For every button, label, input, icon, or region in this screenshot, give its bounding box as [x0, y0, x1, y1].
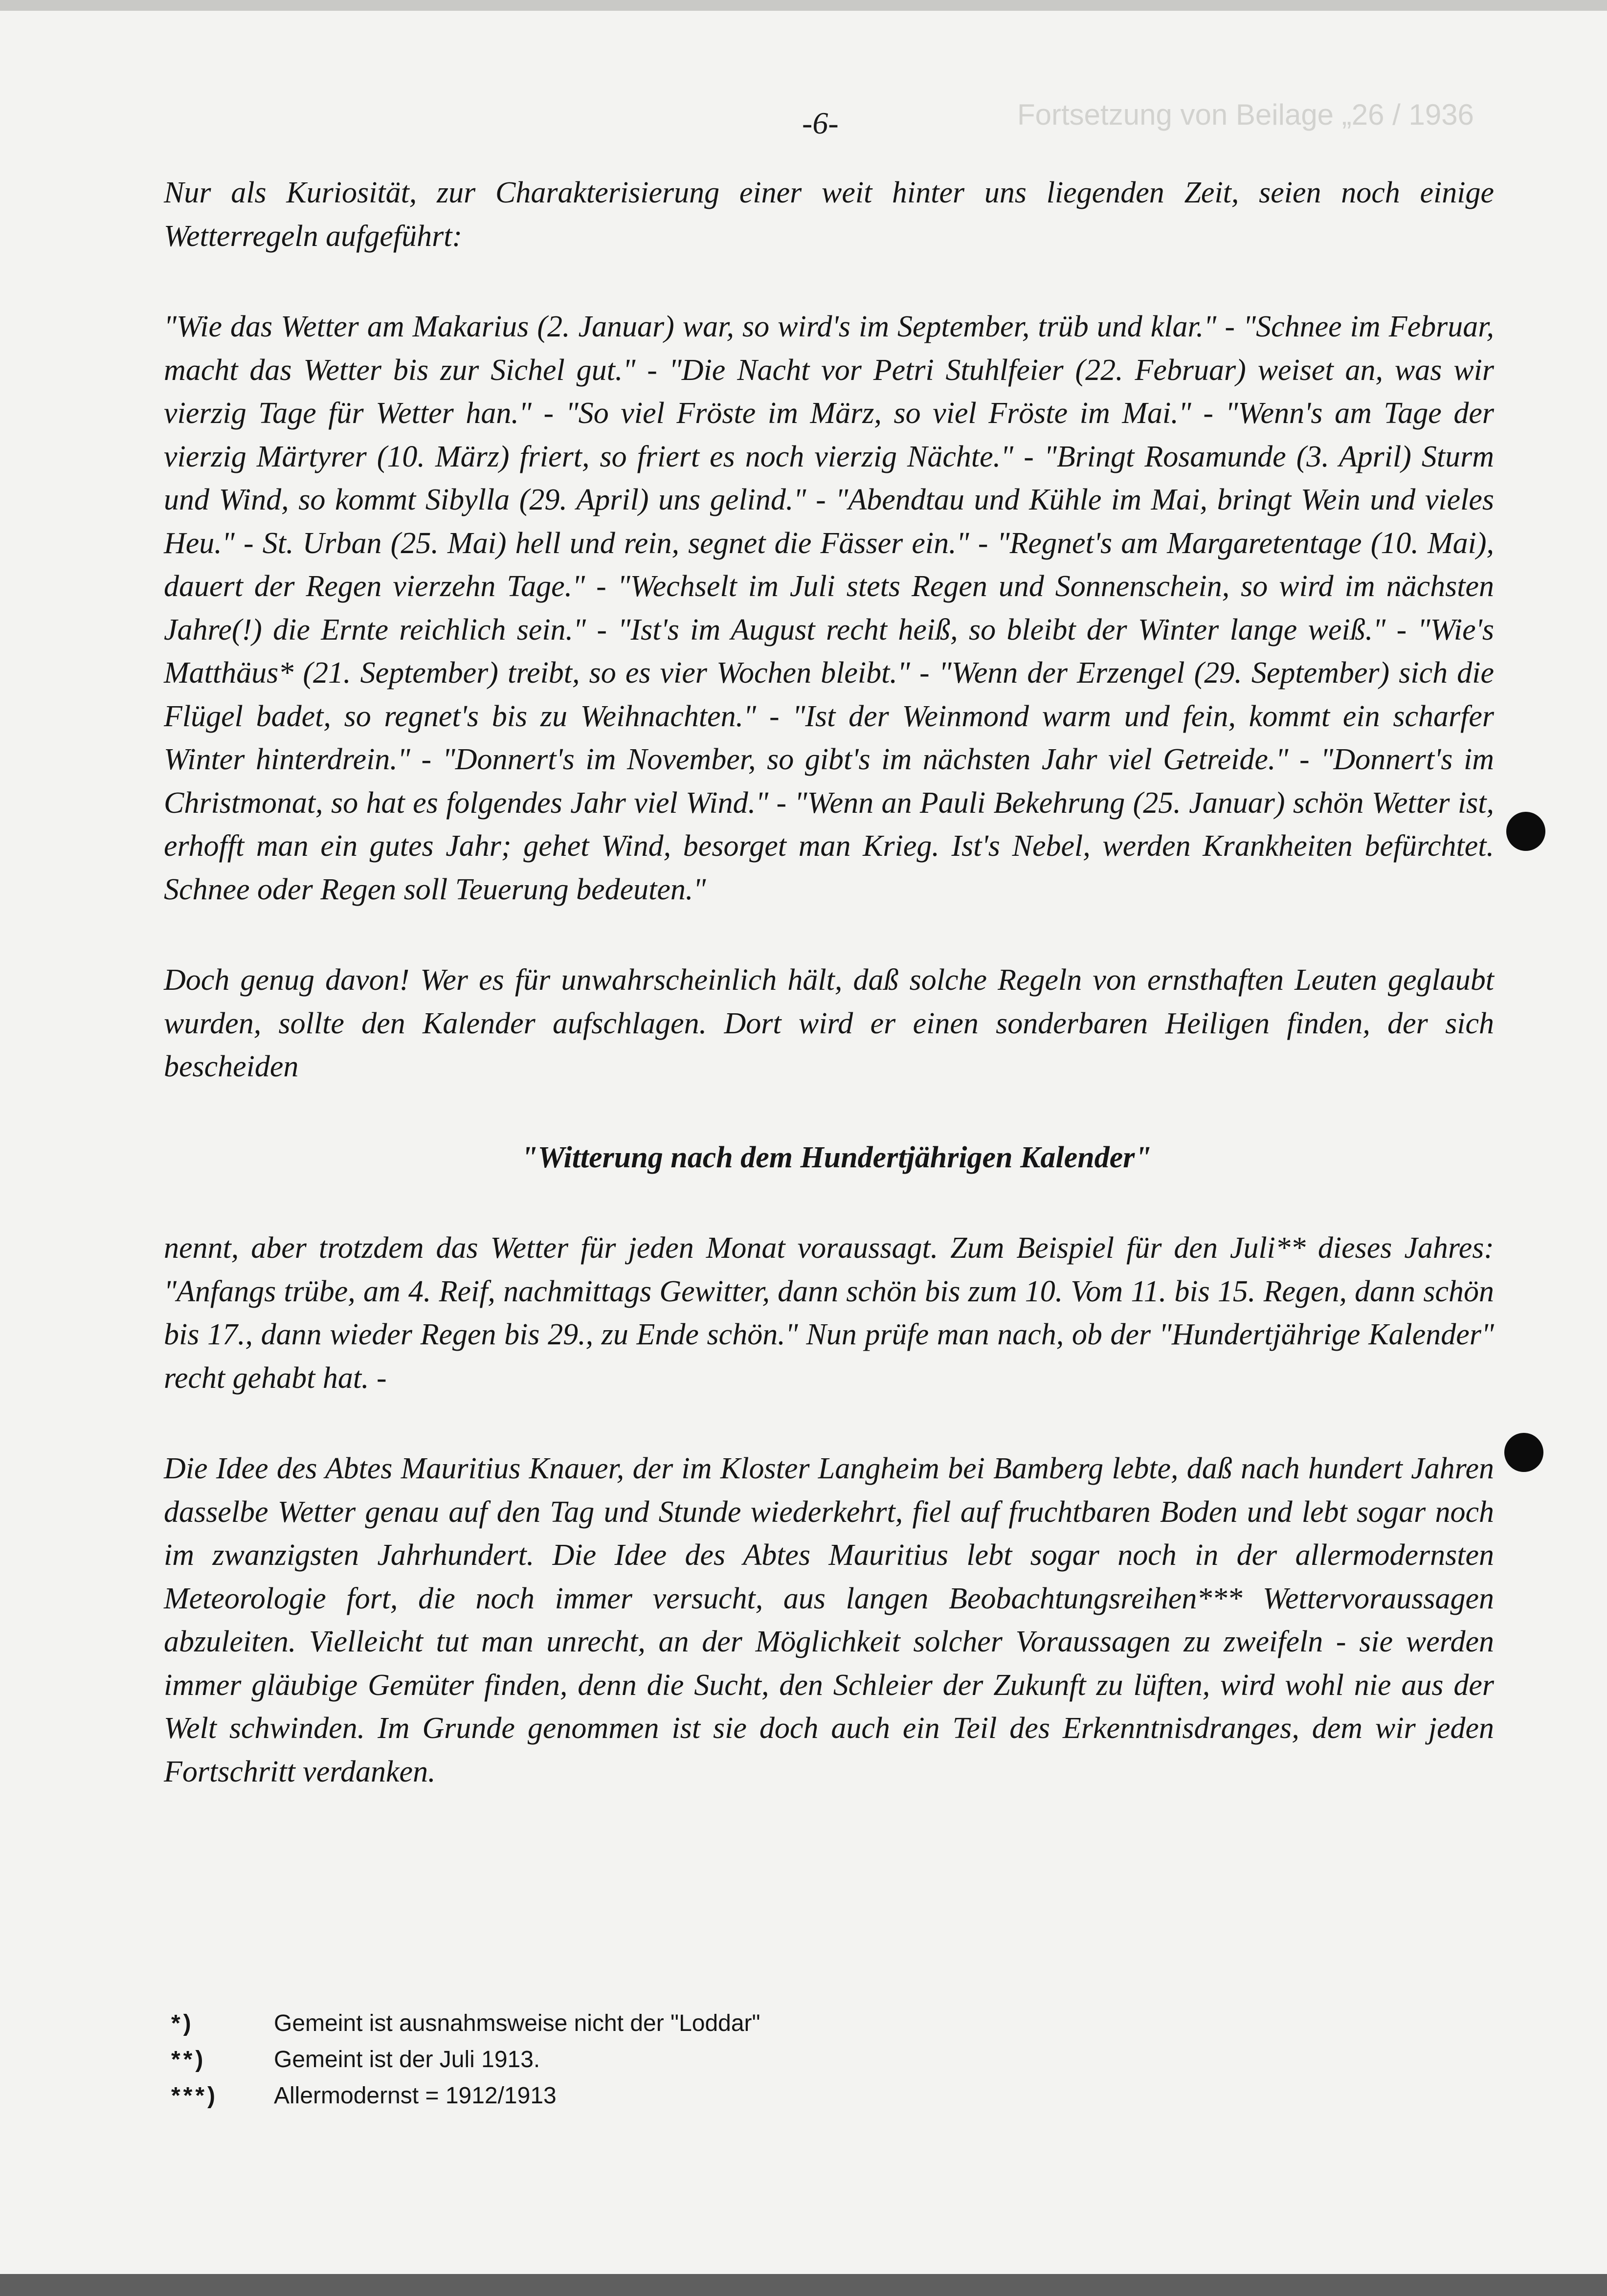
bleed-through-header: Fortsetzung von Beilage „26 / 1936: [1017, 98, 1474, 131]
footnote-item: [171, 2077, 760, 2114]
paragraph-spacer: [164, 258, 1494, 305]
paragraph-spacer: [164, 1089, 1494, 1136]
footnote-text: Allermodernst = 1912/1913: [274, 2082, 557, 2109]
footnotes: [171, 2005, 760, 2114]
footnote-mark: ***): [171, 2082, 219, 2109]
footnote-item: [171, 2005, 760, 2041]
footnote-text: Gemeint ist der Juli 1913.: [274, 2046, 540, 2073]
footnote-mark: *): [171, 2010, 194, 2036]
footnote-item: [171, 2041, 760, 2077]
punch-hole: [1506, 812, 1545, 851]
abbot-paragraph: Die Idee des Abtes Mauritius Knauer, der im Kloster Langheim bei Bamberg lebte, daß nach hundert Jahren dasselbe Wetter genau auf den Tag und Stunde wiederkehrt, fiel auf fruchtbaren Boden und lebt sogar noch im zwanzigsten Jahrhundert. Die Idee des Abtes Mauritius lebt sogar noch in der allermodernsten Meteorologie fort, die noch immer versucht, aus langen Beobachtungsreihen*** Wettervoraussagen abzuleiten. Vielleicht tut man unrecht, an der Möglichkeit solcher Voraussagen zu zweifeln - sie werden immer gläubige Gemüter finden, denn die Sucht, den Schleier der Zukunft zu lüften, wird wohl nie aus der Welt schwinden. Im Grunde genommen ist sie doch auch ein Teil des Erkenntnisdranges, dem wir jeden Fortschritt verdanken.: [164, 1452, 1494, 1788]
paragraph-spacer: [164, 1179, 1494, 1226]
footnote-text: Gemeint ist ausnahmsweise nicht der "Loddar": [274, 2010, 760, 2036]
paragraph-spacer: [164, 911, 1494, 959]
calendar-title: "Witterung nach dem Hundertjährigen Kalender": [521, 1140, 1152, 1174]
scan-top-edge: [0, 0, 1607, 11]
punch-hole: [1504, 1433, 1543, 1472]
weather-rules-paragraph: "Wie das Wetter am Makarius (2. Januar) war, so wird's im September, trüb und klar." - "Schnee im Februar, macht das Wetter bis zur Sichel gut." - "Die Nacht vor Petri Stuhlfeier (22. Februar) weiset an, was wir vierzig Tage für Wetter han." - "So viel Fröste im März, so viel Fröste im Mai." - "Wenn's am Tage der vierzig Märtyrer (10. März) friert, so friert es noch vierzig Nächte." - "Bringt Rosamunde (3. April) Sturm und Wind, so kommt Sibylla (29. April) uns gelind." - "Abendtau und Kühle im Mai, bringt Wein und vieles Heu." - St. Urban (25. Mai) hell und rein, segnet die Fässer ein." - "Regnet's am Margaretentage (10. Mai), dauert der Regen vierzehn Tage." - "Wechselt im Juli stets Regen und Sonnenschein, so wird im nächsten Jahre(!) die Ernte reichlich sein." - "Ist's im August recht heiß, so bleibt der Winter lange weiß." - "Wie's Matthäus* (21. September) treibt, so es vier Wochen bleibt." - "Wenn der Erzengel (29. September) sich die Flügel badet, so regnet's bis zu Weihnachten." - "Ist der Weinmond warm und fein, kommt ein scharfer Winter hinterdrein." - "Donnert's im November, so gibt's im nächsten Jahr viel Getreide." - "Donnert's im Christmonat, so hat es folgendes Jahr viel Wind." - "Wenn an Pauli Bekehrung (25. Januar) schön Wetter ist, erhofft man ein gutes Jahr; gehet Wind, besorget man Krieg. Ist's Nebel, werden Krankheiten befürchtet. Schnee oder Regen soll Teuerung bedeuten.": [164, 310, 1494, 906]
page-number: -6-: [802, 106, 839, 140]
forecast-paragraph: nennt, aber trotzdem das Wetter für jeden Monat voraussagt. Zum Beispiel für den Juli** dieses Jahres: "Anfangs trübe, am 4. Reif, nachmittags Gewitter, dann schön bis zum 10. Vom 11. bis 15. Regen, dann schön bis 17., dann wieder Regen bis 29., zu Ende schön." Nun prüfe man nach, ob der "Hundertjährige Kalender" recht gehabt hat. -: [164, 1231, 1494, 1395]
intro-paragraph: Nur als Kuriosität, zur Charakterisierung einer weit hinter uns liegenden Zeit, seien noch einige Wetterregeln aufgeführt:: [164, 176, 1494, 253]
scan-bottom-edge: [0, 2274, 1607, 2296]
paragraph-spacer: [164, 1400, 1494, 1447]
calendar-paragraph: Doch genug davon! Wer es für unwahrscheinlich hält, daß solche Regeln von ernsthaften Leuten geglaubt wurden, sollte den Kalender aufschlagen. Dort wird er einen sonderbaren Heiligen finden, der sich bescheiden: [164, 963, 1494, 1083]
document-body: [164, 171, 1494, 1793]
footnote-mark: **): [171, 2046, 206, 2073]
